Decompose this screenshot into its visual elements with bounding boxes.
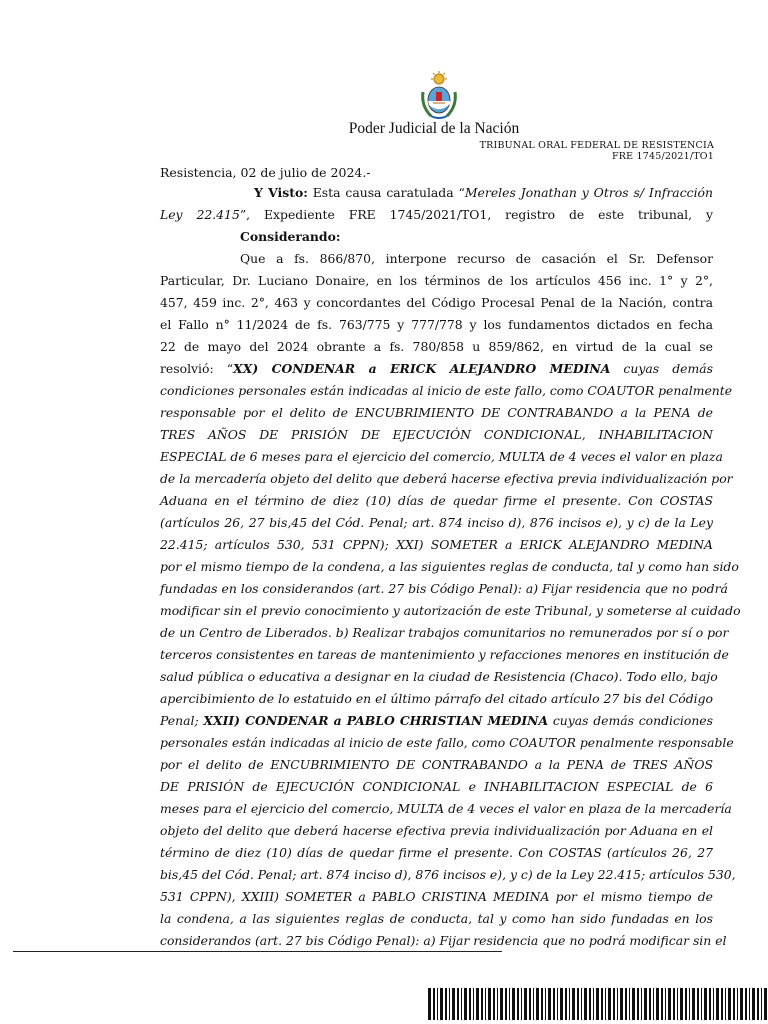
- barcode-bar: [745, 988, 747, 1020]
- resolvio-text: resolvió: “: [160, 361, 234, 376]
- text-line: responsable por el delito de ENCUBRIMIENTO DE CONTRABANDO a la PENA de: [160, 405, 713, 420]
- barcode-bar: [617, 988, 618, 1020]
- barcode-bar: [533, 988, 534, 1020]
- barcode-bar: [476, 988, 479, 1020]
- text-line: meses para el ejercicio del comercio, MULTA de 4 veces el valor en plaza de la mercadería: [160, 801, 732, 816]
- barcode-bar: [608, 988, 611, 1020]
- barcode-bar: [445, 988, 447, 1020]
- footer-rule: [13, 951, 502, 952]
- text-line: el Fallo n° 11/2024 de fs. 763/775 y 777/778 y los fundamentos dictados en fecha: [160, 317, 713, 332]
- barcode-bar: [740, 988, 743, 1020]
- barcode-bar: [673, 988, 675, 1020]
- text-line: salud pública o educativa a designar en la ciudad de Resistencia (Chaco). Todo ello, bajo: [160, 669, 718, 684]
- text-line: condiciones personales están indicadas al inicio de este fallo, como COAUTOR penalmente: [160, 383, 733, 398]
- barcode-bar: [440, 988, 443, 1020]
- barcode-bar: [644, 988, 647, 1020]
- text-line: ESPECIAL de 6 meses para el ejercicio del comercio, MULTA de 4 veces el valor en plaza: [160, 449, 723, 464]
- text-line: por el delito de ENCUBRIMIENTO DE CONTRABANDO a la PENA de TRES AÑOS: [160, 757, 713, 772]
- barcode-bar: [761, 988, 762, 1020]
- barcode-bar: [601, 988, 603, 1020]
- barcode-bar: [752, 988, 755, 1020]
- barcode-bar: [517, 988, 519, 1020]
- barcode-bar: [709, 988, 711, 1020]
- condena-heading-xxii: XXII) CONDENAR a PABLO CHRISTIAN MEDINA: [203, 713, 549, 728]
- barcode-bar: [649, 988, 651, 1020]
- text-line: de un Centro de Liberados. b) Realizar trabajos comunitarios no remunerados por sí o por: [160, 625, 729, 640]
- paragraph-lines: [160, 248, 741, 952]
- text-line: 457, 459 inc. 2°, 463 y concordantes del Código Procesal Penal de la Nación, contra: [160, 295, 713, 310]
- barcode-icon: [428, 988, 768, 1020]
- organization-heading: Poder Judicial de la Nación: [348, 120, 520, 137]
- text-line: de la mercadería objeto del delito que deberá hacerse efectiva previa individualización por: [160, 471, 733, 486]
- considerando-label: Considerando:: [240, 229, 341, 244]
- barcode-bar: [721, 988, 723, 1020]
- visto-line-2: [160, 204, 713, 226]
- text-line: apercibimiento de lo estatuido en el último párrafo del citado artículo 27 bis del Código: [160, 691, 713, 706]
- barcode-bar: [613, 988, 615, 1020]
- expediente-text: ”, Expediente FRE 1745/2021/TO1, registro de este tribunal, y: [239, 207, 713, 222]
- text-line: personales están indicadas al inicio de este fallo, como COAUTOR penalmente responsable: [160, 735, 734, 750]
- barcode-bar: [589, 988, 591, 1020]
- document-body: [160, 182, 741, 952]
- barcode-bar: [661, 988, 663, 1020]
- barcode-bar: [560, 988, 563, 1020]
- barcode-bar: [529, 988, 531, 1020]
- barcode-bar: [596, 988, 599, 1020]
- barcode-bar: [541, 988, 543, 1020]
- barcode-bar: [665, 988, 666, 1020]
- barcode-bar: [625, 988, 627, 1020]
- text-line: término de diez (10) días de quedar firme el presente. Con COSTAS (artículos 26, 27: [160, 845, 713, 860]
- barcode-bar: [632, 988, 635, 1020]
- court-header: [480, 141, 714, 162]
- text-line: modificar sin el previo conocimiento y autorización de este Tribunal, y someterse al cuidado: [160, 603, 741, 618]
- barcode-bar: [677, 988, 678, 1020]
- barcode-bar: [572, 988, 575, 1020]
- barcode-bar: [469, 988, 471, 1020]
- barcode-bar: [557, 988, 558, 1020]
- barcode-bar: [548, 988, 551, 1020]
- barcode-bar: [452, 988, 455, 1020]
- barcode-bar: [733, 988, 735, 1020]
- text-line: terceros consistentes en tareas de mantenimiento y refacciones menores en institución de: [160, 647, 729, 662]
- barcode-bar: [692, 988, 695, 1020]
- case-title-part-1: Mereles Jonathan y Otros s/ Infracción: [464, 185, 713, 200]
- visto-label: Y Visto:: [254, 185, 308, 200]
- barcode-bar: [577, 988, 579, 1020]
- text-line: 22.415; artículos 530, 531 CPPN); XXI) SOMETER a ERICK ALEJANDRO MEDINA: [160, 537, 713, 552]
- barcode-bar: [473, 988, 474, 1020]
- visto-line-1: [160, 182, 713, 204]
- text-line: (artículos 26, 27 bis,45 del Cód. Penal; art. 874 inciso d), 876 incisos e), y c) de la Ley: [160, 515, 713, 530]
- barcode-bar: [428, 988, 431, 1020]
- barcode-bar: [449, 988, 450, 1020]
- text-line: bis,45 del Cód. Penal; art. 874 inciso d), 876 incisos e), y c) de la Ley 22.415; artículos 530,: [160, 867, 736, 882]
- barcode-bar: [620, 988, 623, 1020]
- penal-text: Penal;: [160, 713, 204, 728]
- text-line: por el mismo tiempo de la condena, a las siguientes reglas de conducta, tal y como han sido: [160, 559, 739, 574]
- barcode-bar: [565, 988, 567, 1020]
- barcode-bar: [437, 988, 438, 1020]
- text-line: fundadas en los considerandos (art. 27 bis Código Penal): a) Fijar residencia que no podrá: [160, 581, 728, 596]
- barcode-bar: [713, 988, 714, 1020]
- barcode-bar: [569, 988, 570, 1020]
- barcode-bar: [605, 988, 606, 1020]
- barcode-bar: [757, 988, 759, 1020]
- considerando-line: [160, 226, 713, 248]
- text-line: Aduana en el término de diez (10) días de quedar firme el presente. Con COSTAS: [160, 493, 713, 508]
- barcode-bar: [512, 988, 515, 1020]
- text-line: [160, 710, 713, 732]
- barcode-bar: [524, 988, 527, 1020]
- text-line: 531 CPPN), XXIII) SOMETER a PABLO CRISTINA MEDINA por el mismo tiempo de: [160, 889, 713, 904]
- text-line: Que a fs. 866/870, interpone recurso de casación el Sr. Defensor: [240, 251, 713, 266]
- barcode-bar: [493, 988, 495, 1020]
- barcode-bar: [668, 988, 671, 1020]
- text-line: la condena, a las siguientes reglas de conducta, tal y como han sido fundadas en los: [160, 911, 713, 926]
- text-line: considerandos (art. 27 bis Código Penal): a) Fijar residencia que no podrá modificar sin el: [160, 933, 727, 948]
- barcode-bar: [697, 988, 699, 1020]
- condena-tail-text: cuyas demás: [610, 361, 713, 376]
- text-line: Particular, Dr. Luciano Donaire, en los términos de los artículos 456 inc. 1° y 2°,: [160, 273, 713, 288]
- barcode-bar: [433, 988, 435, 1020]
- date-line: Resistencia, 02 de julio de 2024.-: [160, 165, 371, 180]
- barcode-bar: [464, 988, 467, 1020]
- barcode-bar: [457, 988, 459, 1020]
- barcode-bar: [581, 988, 582, 1020]
- text-line: DE PRISIÓN de EJECUCIÓN CONDICIONAL e INHABILITACION ESPECIAL de 6: [160, 779, 713, 794]
- text-line: [160, 358, 713, 380]
- barcode-bar: [685, 988, 687, 1020]
- text-line: 22 de mayo del 2024 obrante a fs. 780/858 u 859/862, en virtud de la cual se: [160, 339, 713, 354]
- barcode-bar: [716, 988, 719, 1020]
- text-line: objeto del delito que deberá hacerse efectiva previa individualización por Aduana en el: [160, 823, 713, 838]
- barcode-bar: [737, 988, 738, 1020]
- barcode-bar: [505, 988, 507, 1020]
- barcode-bar: [593, 988, 594, 1020]
- barcode-bar: [488, 988, 491, 1020]
- barcode-bar: [701, 988, 702, 1020]
- barcode-bar: [509, 988, 510, 1020]
- visto-text: Esta causa caratulada “: [307, 185, 465, 200]
- file-number: FRE 1745/2021/TO1: [611, 150, 714, 162]
- barcode-bar: [584, 988, 587, 1020]
- barcode-bar: [461, 988, 462, 1020]
- barcode-bar: [521, 988, 522, 1020]
- barcode-bar: [641, 988, 642, 1020]
- text-line: TRES AÑOS DE PRISIÓN DE EJECUCIÓN CONDICIONAL, INHABILITACION: [160, 427, 713, 442]
- barcode-bar: [725, 988, 726, 1020]
- barcode-bar: [536, 988, 539, 1020]
- barcode-bar: [680, 988, 683, 1020]
- barcode-bar: [553, 988, 555, 1020]
- barcode-bar: [481, 988, 483, 1020]
- barcode-bar: [629, 988, 630, 1020]
- barcode-bar: [637, 988, 639, 1020]
- barcode-bar: [653, 988, 654, 1020]
- court-name: TRIBUNAL ORAL FEDERAL DE RESISTENCIA: [479, 140, 714, 151]
- barcode-bar: [545, 988, 546, 1020]
- case-title-part-2: Ley 22.415: [160, 207, 240, 222]
- barcode-bar: [728, 988, 731, 1020]
- barcode-bar: [500, 988, 503, 1020]
- barcode-bar: [704, 988, 707, 1020]
- barcode-bar: [749, 988, 750, 1020]
- barcode-bar: [497, 988, 498, 1020]
- argentina-coat-of-arms-icon: [417, 70, 461, 122]
- condena-heading-xx: XX) CONDENAR a ERICK ALEJANDRO MEDINA: [233, 361, 611, 376]
- barcode-bar: [656, 988, 659, 1020]
- barcode-bar: [764, 988, 767, 1020]
- barcode-bar: [689, 988, 690, 1020]
- condena-tail-text: cuyas demás condiciones: [548, 713, 713, 728]
- barcode-bar: [485, 988, 486, 1020]
